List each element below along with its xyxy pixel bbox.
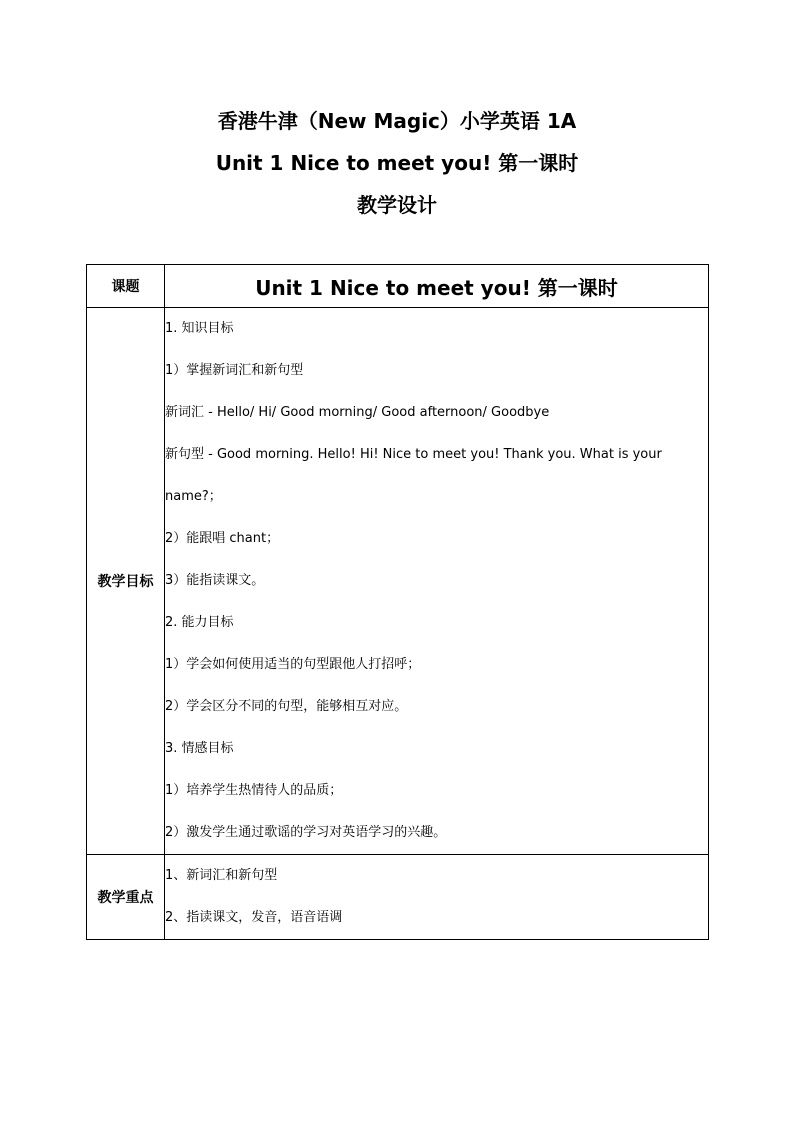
objectives-content [165,308,709,855]
key-point-line: 2、指读课文，发音，语音语调 [165,910,343,925]
objective-line: 新句型 - Good morning. Hello! Hi! Nice to meet you! Thank you. What is your name?； [165,447,662,504]
objective-line: 3）能指读课文。 [165,573,265,588]
key-points-row [87,855,709,940]
topic-row [87,265,709,308]
objective-line: 1. 知识目标 [165,321,234,336]
title-line-3: 教学设计 [357,193,437,217]
lesson-plan-table [86,264,709,940]
objective-line: 3. 情感目标 [165,741,234,756]
topic-label: 课题 [87,265,165,308]
objective-line: 2）学会区分不同的句型，能够相互对应。 [165,699,408,714]
title-line-1: 香港牛津（New Magic）小学英语 1A [217,109,577,133]
objective-line: 2）能跟唱 chant； [165,531,280,546]
objective-line: 1）培养学生热情待人的品质； [165,783,343,798]
objective-line: 1）掌握新词汇和新句型 [165,363,304,378]
objective-line: 2. 能力目标 [165,615,234,630]
key-points-content [165,855,709,940]
key-points-label: 教学重点 [87,855,165,940]
objectives-label: 教学目标 [87,308,165,855]
key-point-line: 1、新词汇和新句型 [165,868,278,883]
topic-value: Unit 1 Nice to meet you! 第一课时 [165,265,709,308]
objective-line: 1）学会如何使用适当的句型跟他人打招呼； [165,657,421,672]
document-title [0,100,794,226]
objective-line: 新词汇 - Hello/ Hi/ Good morning/ Good afternoon/ Goodbye [165,405,550,420]
objectives-row [87,308,709,855]
objective-line: 2）激发学生通过歌谣的学习对英语学习的兴趣。 [165,825,447,840]
title-line-2: Unit 1 Nice to meet you! 第一课时 [215,151,579,175]
